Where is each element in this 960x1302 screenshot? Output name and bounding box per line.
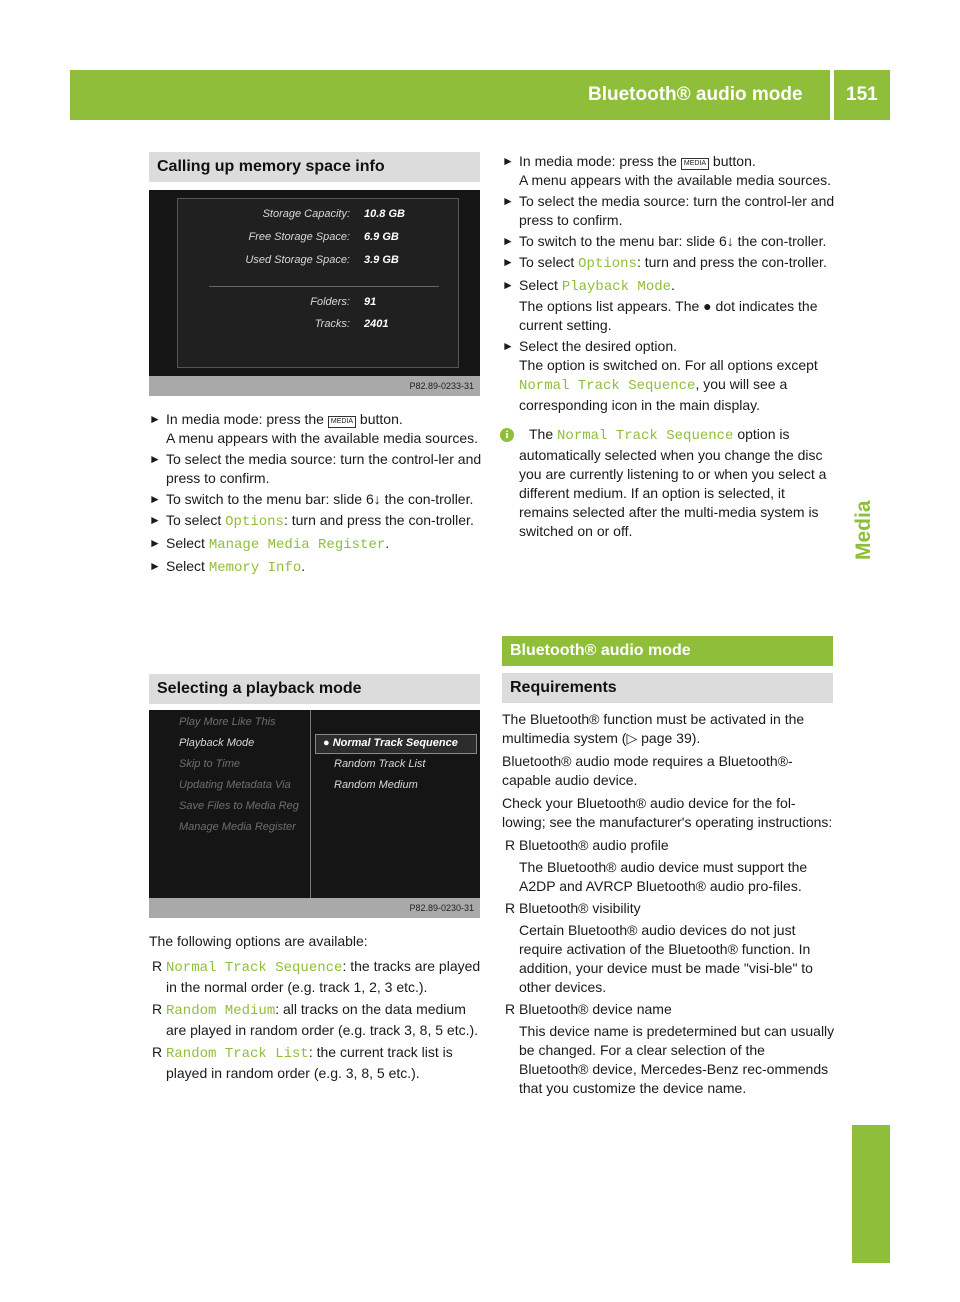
instruction-step: ► To select the media source: turn the control-ler and press to confirm. — [502, 193, 835, 228]
screenshot-playback-mode — [149, 710, 480, 918]
requirement-item: R Bluetooth® visibility Certain Bluetooth® audio devices do not just require activation of the Bluetooth® function. In addition, your device must be made "visi-ble" to other devices. — [505, 900, 813, 995]
memory-row-label: Free Storage Space: — [248, 231, 350, 243]
instruction-step: ► Select Memory Info. — [149, 558, 306, 576]
option-description: R Normal Track Sequence: the tracks are played in the normal order (e.g. track 1, 2, 3 etc.). — [152, 958, 481, 995]
instruction-step: ► To switch to the menu bar: slide 6↓ the con-troller. — [149, 491, 474, 507]
option-item: Random Track List — [334, 758, 426, 770]
screenshot-memory-info — [149, 190, 480, 396]
side-section-label: Media — [852, 500, 875, 560]
menu-item: Updating Metadata Via — [179, 779, 291, 791]
media-button-icon: MEDIA — [328, 416, 356, 428]
memory-row-label: Tracks: — [314, 318, 350, 330]
instruction-step: ► In media mode: press the MEDIA button. A menu appears with the available media sources. — [149, 411, 479, 446]
instruction-step: ► Select Playback Mode. The options list appears. The ● dot indicates the current setting. — [502, 277, 818, 333]
option-item: Random Medium — [334, 779, 418, 791]
figure-code: P82.89-0233-31 — [149, 376, 480, 396]
paragraph: Bluetooth® audio mode requires a Bluetooth®-capable audio device. — [502, 753, 793, 788]
instruction-step: ► To select the media source: turn the control-ler and press to confirm. — [149, 451, 482, 486]
memory-row-label: Storage Capacity: — [262, 208, 350, 220]
instruction-step: ► Select the desired option. The option is switched on. For all options except Normal Track Sequence, you will see a corresponding icon in the main display. — [502, 338, 818, 413]
playback-mode-steps — [502, 152, 837, 543]
side-tab-marker — [852, 1125, 890, 1263]
menu-item: Manage Media Register — [179, 821, 296, 833]
memory-row-label: Used Storage Space: — [245, 254, 350, 266]
memory-divider — [209, 286, 439, 287]
playback-options — [149, 932, 484, 1086]
requirement-item: R Bluetooth® audio profile The Bluetooth® audio device must support the A2DP and AVRCP Bluetooth® audio pro-files. — [505, 837, 808, 894]
memory-info-panel — [177, 198, 459, 368]
instruction-step: ► Select Manage Media Register. — [149, 535, 390, 553]
section-heading-playback-mode: Selecting a playback mode — [149, 674, 480, 704]
menu-item: Playback Mode — [179, 737, 255, 749]
memory-info-steps — [149, 410, 484, 580]
instruction-step: ► To switch to the menu bar: slide 6↓ the con-troller. — [502, 233, 827, 249]
memory-row-value: 3.9 GB — [364, 254, 399, 266]
options-intro: The following options are available: — [149, 933, 368, 949]
menu-item: Play More Like This — [179, 716, 276, 728]
memory-row-value: 10.8 GB — [364, 208, 405, 220]
memory-row-value: 6.9 GB — [364, 231, 399, 243]
section-heading-memory-info: Calling up memory space info — [149, 152, 480, 182]
memory-row-value: 2401 — [364, 318, 389, 330]
instruction-step: ► In media mode: press the MEDIA button. A menu appears with the available media sources. — [502, 153, 832, 188]
requirement-item: R Bluetooth® device name This device name is predetermined but can usually be changed. For a clear selection of the Bluetooth® device, Mercedes-Benz rec-ommends that you customize the device name. — [505, 1001, 835, 1096]
menu-divider — [310, 710, 311, 898]
option-description: R Random Medium: all tracks on the data medium are played in random order (e.g. track 3, 8, 5 etc.). — [152, 1001, 479, 1038]
info-icon: i — [500, 428, 514, 442]
instruction-step: ► To select Options: turn and press the con-troller. — [502, 254, 827, 272]
option-description: R Random Track List: the current track list is played in random order (e.g. 3, 8, 5 etc.). — [152, 1044, 453, 1081]
page-number: 151 — [846, 84, 878, 105]
section-heading-requirements: Requirements — [502, 673, 833, 703]
option-item-selected: ● Normal Track Sequence — [323, 737, 458, 749]
requirements-text — [502, 710, 837, 1101]
section-heading-bluetooth: Bluetooth® audio mode — [502, 636, 833, 666]
memory-row-label: Folders: — [310, 296, 350, 308]
instruction-step: ► To select Options: turn and press the con-troller. — [149, 512, 474, 530]
info-note: i The Normal Track Sequence option is automatically selected when you change the disc you are currently listening to or when you select a different medium. If an option is selected, it remains selected after the multi-media system is switched on or off. — [502, 425, 837, 541]
memory-row-value: 91 — [364, 296, 377, 308]
figure-code: P82.89-0230-31 — [149, 898, 480, 918]
paragraph: The Bluetooth® function must be activated in the multimedia system (▷ page 39). — [502, 711, 805, 746]
header-divider — [830, 70, 834, 120]
menu-item: Skip to Time — [179, 758, 241, 770]
menu-item: Save Files to Media Reg — [179, 800, 299, 812]
media-button-icon: MEDIA — [681, 158, 709, 170]
paragraph: Check your Bluetooth® audio device for the fol-lowing; see the manufacturer's operating instructions: — [502, 795, 833, 830]
page-title: Bluetooth® audio mode — [588, 84, 803, 105]
